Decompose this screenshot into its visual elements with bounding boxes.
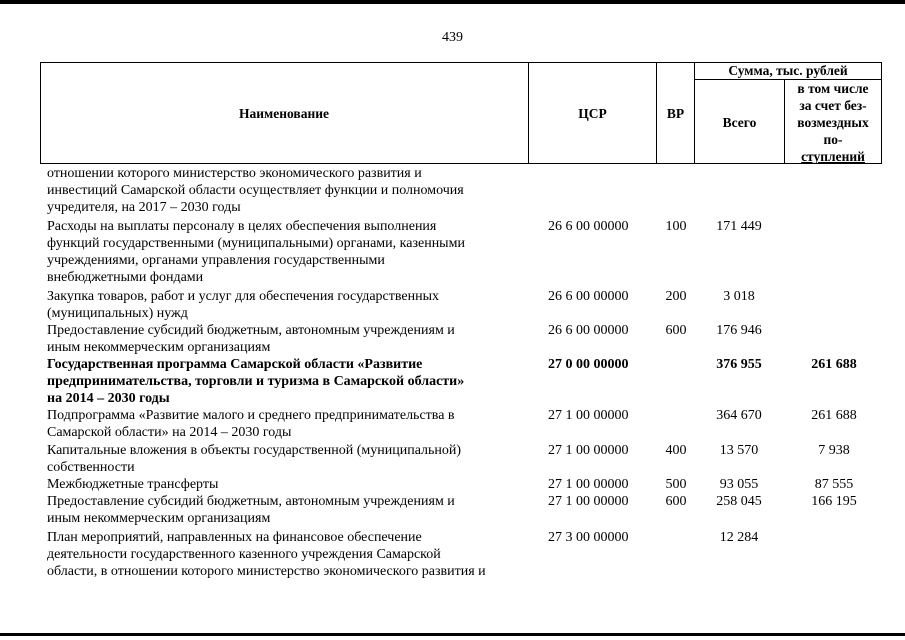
row-name-line: Закупка товаров, работ и услуг для обеспечения государственных [47,289,440,304]
row-name [47,322,527,356]
row-total: 258 045 [716,494,762,509]
row-name-line: Предоставление субсидий бюджетным, автономным учреждениям и [47,323,455,338]
row-csr: 27 1 00 00000 [548,408,629,423]
header-vr: ВР [666,106,685,121]
row-name [47,218,527,286]
row-name-line: План мероприятий, направленных на финансовое обеспечение [47,530,422,545]
row-csr: 27 3 00 00000 [548,530,629,545]
row-vr: 400 [665,443,687,458]
page-number: 439 [442,30,463,45]
row-csr: 27 1 00 00000 [548,494,629,509]
row-name-line: Государственная программа Самарской области «Развитие [47,357,423,372]
row-vr: 100 [665,219,687,234]
row-name-line: собственности [47,460,135,475]
table-header [40,62,882,164]
row-incl: 87 555 [814,477,854,492]
row-incl: 261 688 [811,357,857,372]
row-name [47,493,527,527]
row-name-line: отношении которого министерство экономического развития и [47,166,422,181]
row-name [47,529,527,580]
row-name-line: Подпрограмма «Развитие малого и среднего предпринимательства в [47,408,455,423]
row-name-line: на 2014 – 2030 годы [47,391,170,406]
row-total: 13 570 [719,443,759,458]
row-name-line: внебюджетными фондами [47,270,204,285]
bottom-border-line [0,633,905,636]
header-total: Всего [722,115,757,130]
row-total: 3 018 [723,289,755,304]
row-csr: 27 1 00 00000 [548,443,629,458]
row-name [47,476,527,493]
row-name-line: Предоставление субсидий бюджетным, автономным учреждениям и [47,494,455,509]
row-csr: 26 6 00 00000 [548,219,629,234]
header-sum-group: Сумма, тыс. рублей [728,63,848,78]
row-vr: 600 [665,323,687,338]
row-name-line: Капитальные вложения в объекты государственной (муниципальной) [47,443,462,458]
header-name: Наименование [239,106,329,121]
header-border-right [881,62,882,164]
row-incl: 7 938 [818,443,850,458]
row-name-line: учредителя, на 2017 – 2030 годы [47,200,241,215]
row-csr: 27 1 00 00000 [548,477,629,492]
row-csr: 26 6 00 00000 [548,289,629,304]
row-name-line: деятельности государственного казенного учреждения Самарской [47,547,441,562]
row-name-line: иным некоммерческим организациям [47,511,271,526]
row-total: 376 955 [716,357,762,372]
row-name-line: области, в отношении которого министерство экономического развития и [47,564,486,579]
row-total: 176 946 [716,323,762,338]
row-name-line: предпринимательства, торговли и туризма в Самарской области» [47,374,465,389]
row-name [47,165,527,216]
row-name [47,288,527,322]
header-border-bottom [40,163,882,164]
header-incl-line: ступлений [801,149,865,164]
row-name [47,356,527,407]
header-incl-line: в том числе [797,81,869,96]
header-incl-line: за счет без- [799,98,867,113]
row-name-line: (муниципальных) нужд [47,306,188,321]
row-name-line: инвестиций Самарской области осуществляет функции и полномочия [47,183,464,198]
row-csr: 27 0 00 00000 [548,357,629,372]
header-incl [785,80,881,165]
row-total: 171 449 [716,219,762,234]
row-name [47,407,527,441]
row-name-line: Межбюджетные трансферты [47,477,219,492]
row-name-line: иным некоммерческим организациям [47,340,271,355]
row-vr: 200 [665,289,687,304]
row-name-line: Расходы на выплаты персоналу в целях обеспечения выполнения [47,219,437,234]
row-name-line: функций государственными (муниципальными) органами, казенными [47,236,465,251]
row-total: 12 284 [719,530,759,545]
header-incl-line: возмездных [797,115,869,130]
row-vr: 600 [665,494,687,509]
row-name-line: учреждениями, органами управления государственными [47,253,385,268]
row-total: 364 670 [716,408,762,423]
row-name-line: Самарской области» на 2014 – 2030 годы [47,425,292,440]
top-border-line [0,0,905,4]
header-incl-line: по- [823,132,843,147]
row-csr: 26 6 00 00000 [548,323,629,338]
row-total: 93 055 [719,477,759,492]
header-csr: ЦСР [578,106,607,121]
row-vr: 500 [665,477,687,492]
row-name [47,442,527,476]
row-incl: 166 195 [811,494,857,509]
row-incl: 261 688 [811,408,857,423]
